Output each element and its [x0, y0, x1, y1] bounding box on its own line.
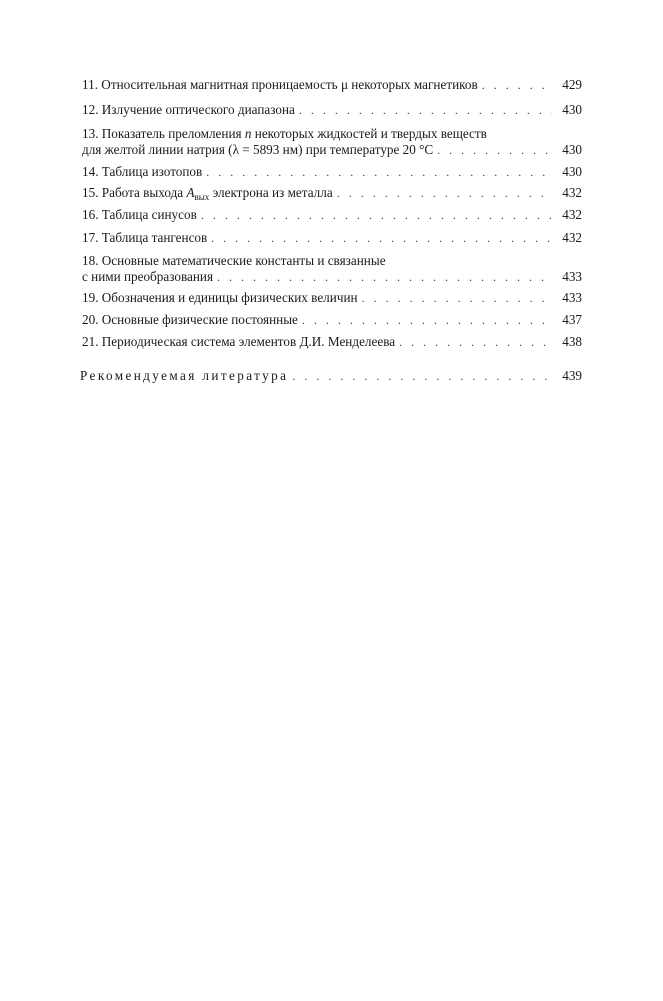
toc-entry-title: 19. Обозначения и единицы физических величин: [82, 290, 358, 305]
toc-entry-19[interactable]: [82, 290, 582, 306]
dot-leader: [211, 230, 552, 246]
toc-entry-title: 15. Работа выхода $A_{вых}$ электрона из металла: [82, 185, 333, 202]
toc-page-number: 430: [562, 102, 582, 117]
dot-leader: [299, 102, 552, 118]
toc-page-number: 439: [562, 368, 582, 383]
toc-entry-title: 21. Периодическая система элементов Д.И. Менделеева: [82, 334, 396, 349]
toc-entry-title: 11. Относительная магнитная проницаемость μ некоторых магнетиков: [82, 77, 478, 92]
toc-entry-18[interactable]: [82, 253, 582, 285]
toc-entry-17[interactable]: [82, 230, 582, 246]
dot-leader: [302, 312, 552, 328]
toc-entry-15[interactable]: [82, 185, 582, 201]
toc-entry-14[interactable]: [82, 164, 582, 180]
dot-leader: [206, 164, 552, 180]
toc-entry-title-line2: для желтой линии натрия (λ = 5893 нм) при температуре 20 °С: [82, 142, 434, 157]
toc-page-number: 432: [562, 230, 582, 245]
dot-leader: [437, 142, 552, 158]
dot-leader: [482, 77, 552, 93]
toc-page-number: 432: [562, 207, 582, 222]
toc-page-number: 433: [562, 290, 582, 305]
toc-entry-title-line1: 13. Показатель преломления n некоторых жидкостей и твердых веществ: [82, 126, 487, 141]
toc-page-number: 430: [562, 164, 582, 179]
toc-page-number: 432: [562, 185, 582, 200]
toc-entry-21[interactable]: [82, 334, 582, 350]
toc-page-number: 437: [562, 312, 582, 327]
toc-section-title: Рекомендуемая литература: [80, 368, 289, 383]
toc-entry-13[interactable]: [82, 126, 582, 158]
toc-entry-16[interactable]: [82, 207, 582, 223]
dot-leader: [201, 207, 552, 223]
toc-entry-title: 14. Таблица изотопов: [82, 164, 203, 179]
toc-entry-title-line1: 18. Основные математические константы и связанные: [82, 253, 386, 268]
toc-page-number: 433: [562, 269, 582, 284]
toc-entry-20[interactable]: [82, 312, 582, 328]
dot-leader: [292, 368, 552, 384]
toc-entry-title: 17. Таблица тангенсов: [82, 230, 208, 245]
dot-leader: [337, 185, 552, 201]
toc-entry-title: 12. Излучение оптического диапазона: [82, 102, 295, 117]
dot-leader: [217, 269, 552, 285]
dot-leader: [362, 290, 552, 306]
toc-page-number: 438: [562, 334, 582, 349]
toc-entry-11[interactable]: [82, 77, 582, 93]
toc-entry-title: 16. Таблица синусов: [82, 207, 197, 222]
dot-leader: [399, 334, 552, 350]
toc-entry-12[interactable]: [82, 102, 582, 118]
toc-page-number: 429: [562, 77, 582, 92]
toc-page-number: 430: [562, 142, 582, 157]
toc-entry-title-line2: с ними преобразования: [82, 269, 214, 284]
toc-entry-title: 20. Основные физические постоянные: [82, 312, 298, 327]
toc-entry-literature[interactable]: [80, 368, 582, 384]
